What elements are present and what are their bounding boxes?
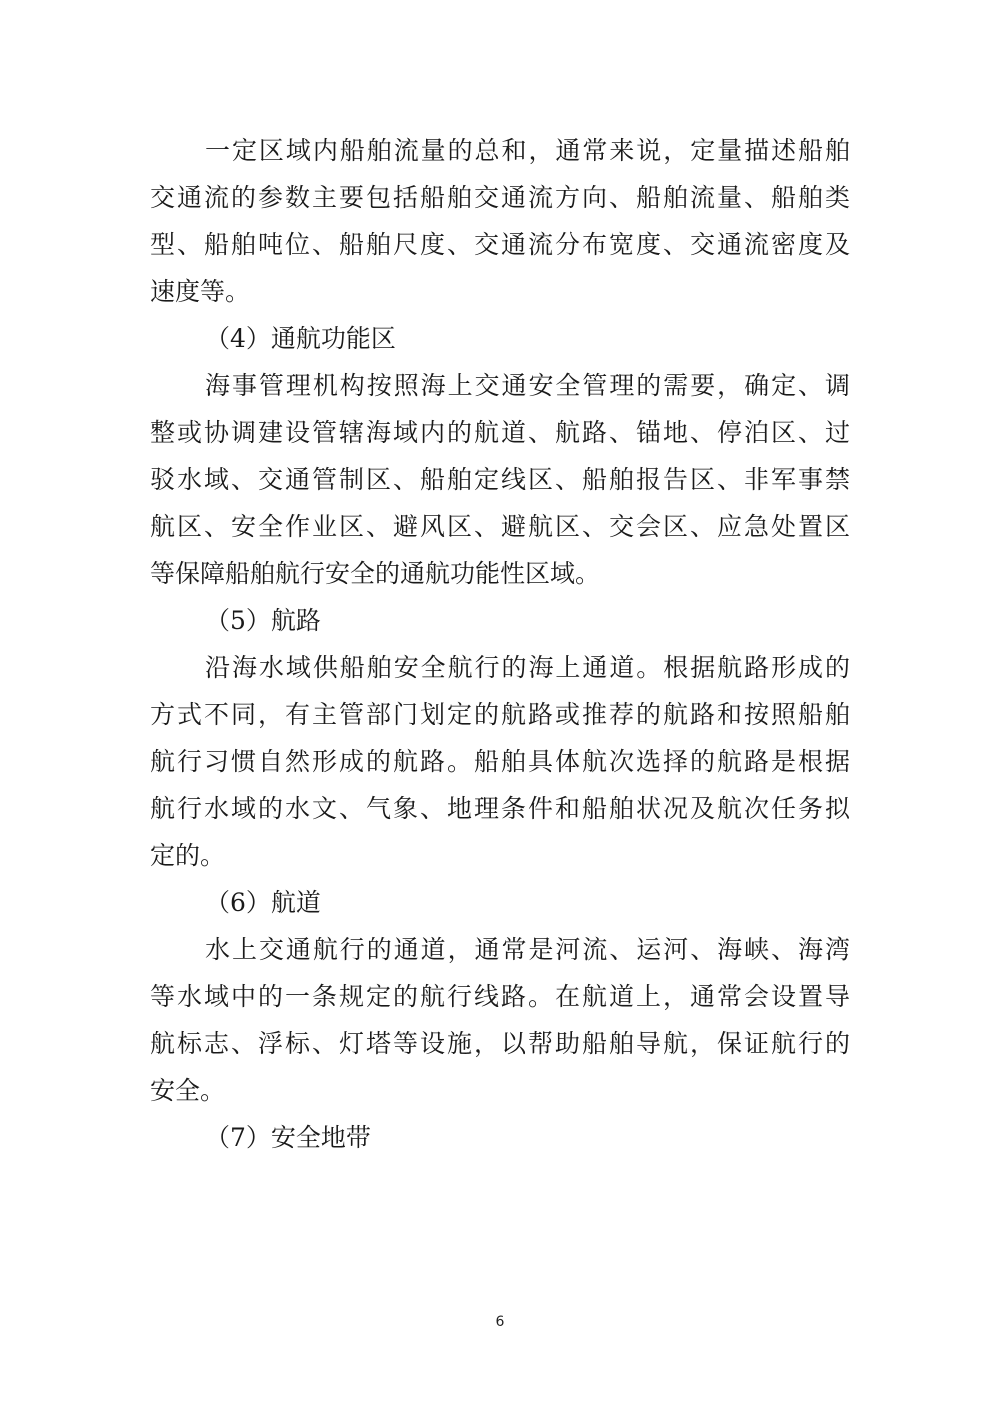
paragraph-line: 航行水域的水文、气象、地理条件和船舶状况及航次任务拟 [150, 794, 850, 823]
paragraph-line: 航区、安全作业区、避风区、避航区、交会区、应急处置区 [150, 512, 850, 541]
paragraph-line: 驳水域、交通管制区、船舶定线区、船舶报告区、非军事禁 [150, 465, 850, 494]
paragraph-line: 一定区域内船舶流量的总和，通常来说，定量描述船舶 [205, 136, 850, 165]
section-heading: （6）航道 [205, 888, 321, 917]
paragraph-line: 沿海水域供船舶安全航行的海上通道。根据航路形成的 [205, 653, 850, 682]
section-heading: （5）航路 [205, 606, 321, 635]
page-number: 6 [495, 1314, 505, 1330]
paragraph-line: 交通流的参数主要包括船舶交通流方向、船舶流量、船舶类 [150, 183, 850, 212]
paragraph-line: 安全。 [150, 1076, 226, 1105]
paragraph-line: 水上交通航行的通道，通常是河流、运河、海峡、海湾 [205, 935, 850, 964]
paragraph-line: 海事管理机构按照海上交通安全管理的需要，确定、调 [205, 371, 850, 400]
paragraph-line: 型、船舶吨位、船舶尺度、交通流分布宽度、交通流密度及 [150, 230, 850, 259]
paragraph-line: 方式不同，有主管部门划定的航路或推荐的航路和按照船舶 [150, 700, 850, 729]
paragraph-line: 整或协调建设管辖海域内的航道、航路、锚地、停泊区、过 [150, 418, 850, 447]
paragraph-line: 速度等。 [150, 277, 251, 306]
section-heading: （4）通航功能区 [205, 324, 396, 353]
paragraph-line: 航标志、浮标、灯塔等设施，以帮助船舶导航，保证航行的 [150, 1029, 850, 1058]
paragraph-line: 定的。 [150, 841, 226, 870]
paragraph-line: 航行习惯自然形成的航路。船舶具体航次选择的航路是根据 [150, 747, 850, 776]
paragraph-line: 等水域中的一条规定的航行线路。在航道上，通常会设置导 [150, 982, 850, 1011]
paragraph-line: 等保障船舶航行安全的通航功能性区域。 [150, 559, 601, 588]
section-heading: （7）安全地带 [205, 1123, 371, 1152]
